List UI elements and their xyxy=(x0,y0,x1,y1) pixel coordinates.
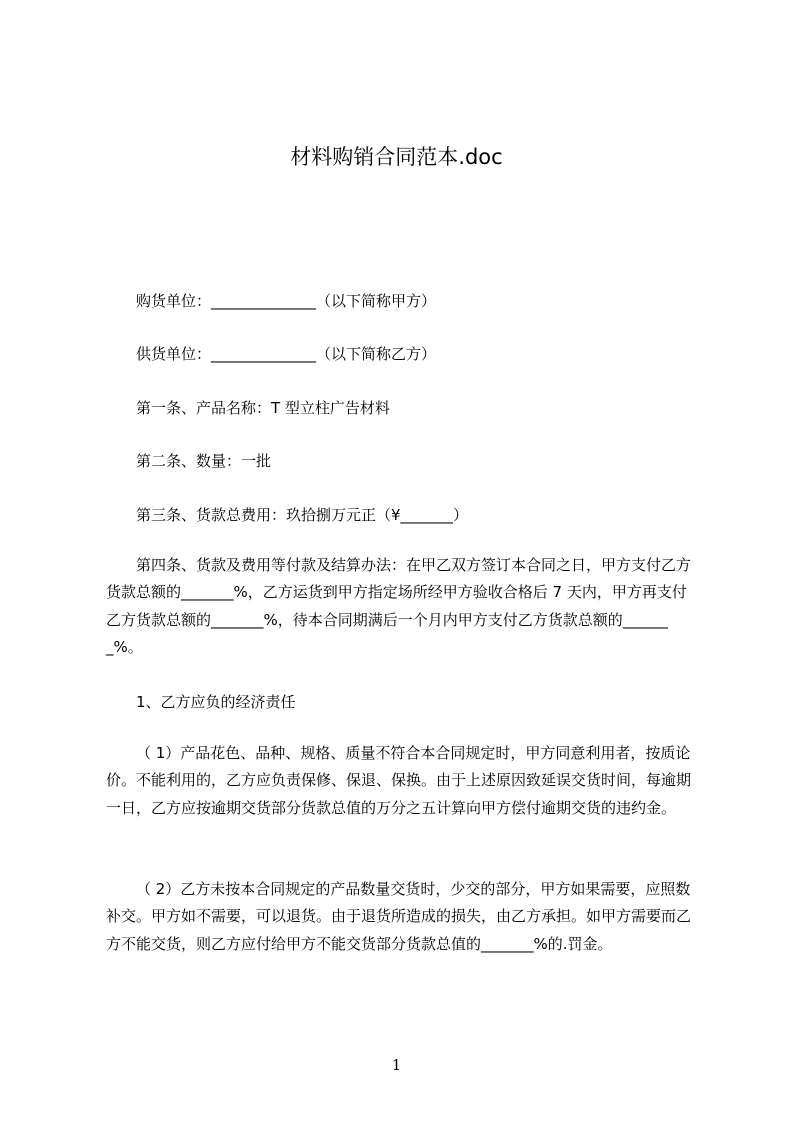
article-4-paragraph: 第四条、货款及费用等付款及结算办法：在甲乙双方签订本合同之日，甲方支付乙方货款总额的_______%，乙方运货到甲方指定场所经甲方验收合格后 7 天内，甲方再支付乙方货款总额的_______%，待本合同期满后一个月内甲方支付乙方货款总额的_______%。 xyxy=(106,556,692,657)
clause-1-paragraph: （ 1）产品花色、品种、规格、质量不符合本合同规定时，甲方同意利用者，按质论价。不能利用的，乙方应负责保修、保退、保换。由于上述原因致延误交货时间，每逾期一日，乙方应按逾期交货部分货款总值的万分之五计算向甲方偿付逾期交货的违约金。 xyxy=(106,744,692,817)
supplier-line: 供货单位：______________（以下简称乙方） xyxy=(136,345,437,363)
section-1-heading: 1、乙方应负的经济责任 xyxy=(136,693,296,711)
article-2-line: 第二条、数量：一批 xyxy=(136,452,272,470)
buyer-line: 购货单位：______________（以下简称甲方） xyxy=(136,292,437,310)
document-title: 材料购销合同范本.doc xyxy=(290,145,503,169)
page-number: 1 xyxy=(391,1056,402,1074)
article-1-line: 第一条、产品名称：T 型立柱广告材料 xyxy=(136,399,390,417)
article-3-line: 第三条、货款总费用：玖拾捌万元正（¥_______） xyxy=(136,506,469,524)
clause-2-paragraph: （ 2）乙方未按本合同规定的产品数量交货时，少交的部分，甲方如果需要，应照数补交。甲方如不需要，可以退货。由于退货所造成的损失，由乙方承担。如甲方需要而乙方不能交货，则乙方应付给甲方不能交货部分货款总值的_______%的.罚金。 xyxy=(106,880,692,953)
